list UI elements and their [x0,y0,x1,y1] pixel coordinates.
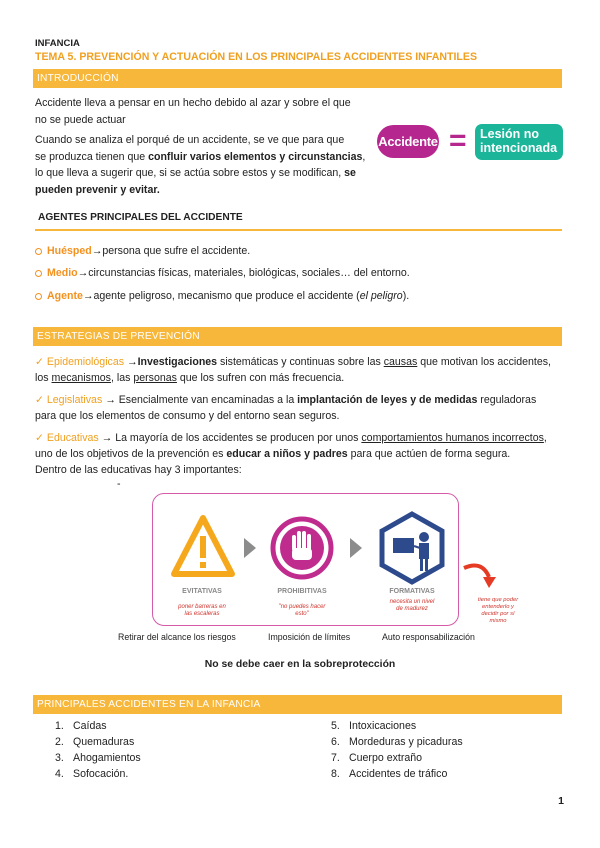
agentes-heading: AGENTES PRINCIPALES DEL ACCIDENTE [35,207,562,231]
logo-lesion-no-intencionada [475,124,563,160]
diagram-caption-2: Imposición de límites [268,632,351,642]
estrategia-legislativas: ✓ Legislativas → Esencialmente van encaminadas a la implantación de leyes y de medidas reguladoras para que los elementos de consumo y del entorno sean seguros. [35,394,537,422]
agente-item-agente: Agente → agente peligroso, mecanismo que produce el accidente ( el peligro ). [35,288,409,304]
section-band-principales: PRINCIPALES ACCIDENTES EN LA INFANCIA [33,695,562,714]
teacher-hexagon-icon [382,514,442,582]
check-icon: ✓ [35,356,44,368]
page-number: 1 [558,795,564,807]
diagram-caption-1: Retirar del alcance los riesgos [118,632,236,642]
diagram-caption-3: Auto responsabilización [382,632,475,642]
diagram-label-prohibitivas: PROHIBITIVAS [277,588,327,595]
check-icon: ✓ [35,394,44,406]
diagram-note-formativas: necesita un nivel de madurez [389,599,435,612]
logo-accidente: Accidente [377,125,439,158]
logo-lesion-line1: Lesión no [480,127,540,141]
accidents-list-right [331,718,463,782]
estrategia-educativas: ✓ Educativas → La mayoría de los accidentes se producen por unos comportamientos humanos incorrectos, uno de los objetivos de la prevención es educar a niños y padres para que actúen de forma segura. Dentro de las educativas hay 3 importantes: [35,432,547,476]
intro-p2-line2: se produzca tienen que confluir varios elementos y circunstancias, [35,150,366,163]
list-item: 8. Accidentes de tráfico [331,768,448,780]
list-item: 6. Mordeduras y picaduras [331,736,463,748]
diagram-note-evitativas: poner barreras en las escaleras [178,604,226,617]
intro-p2-line4: pueden prevenir y evitar. [35,183,160,196]
circle-bullet-icon [35,270,42,277]
list-item: 7. Cuerpo extraño [331,752,423,764]
list-item: 4. Sofocación. [55,768,129,780]
chevron-right-icon [244,538,256,558]
check-icon: ✓ [35,432,44,444]
stop-hand-icon [273,519,331,577]
diagram-side-note: tiene que poder entenderlo y decidir por sí mismo [477,597,519,624]
logo-lesion-line2: intencionada [480,141,558,155]
logo-equals: = [449,124,467,157]
agente-item-huesped: Huésped → persona que sufre el accidente. [35,243,250,259]
section-band-introduccion: INTRODUCCIÓN [33,69,562,88]
intro-p1-line1: Accidente lleva a pensar en un hecho debido al azar y sobre el que [35,97,351,109]
intro-p2-line1: Cuando se analiza el porqué de un accidente, se ve que para que [35,134,345,146]
tema-title: TEMA 5. PREVENCIÓN Y ACTUACIÓN EN LOS PRINCIPALES ACCIDENTES INFANTILES [35,51,478,63]
intro-p1-line2: no se puede actuar [35,113,126,126]
section-band-estrategias: ESTRATEGIAS DE PREVENCIÓN [33,327,562,346]
diagram-label-evitativas: EVITATIVAS [182,588,222,595]
estrategia-epidemiologicas: ✓ Epidemiológicas →Investigaciones sistemáticas y continuas sobre las causas que motivan los accidentes, los mecanismos, las personas que los sufren con más frecuencia. [35,356,551,384]
warning-triangle-icon [174,518,232,574]
circle-bullet-icon [35,248,42,255]
intro-p2-line3: lo que lleva a sugerir que, si se actúa sobre estos y se modifican, se [35,167,356,179]
circle-bullet-icon [35,293,42,300]
list-item: 5. Intoxicaciones [331,720,417,732]
list-item: 1. Caídas [55,720,107,732]
course-title: INFANCIA [35,38,80,49]
intro-text [35,95,370,198]
chevron-right-icon [350,538,362,558]
list-item: 3. Ahogamientos [55,752,141,764]
dash-mark: - [117,478,121,490]
agente-item-medio: Medio → circunstancias físicas, materiales, biológicas, sociales… del entorno. [35,265,410,281]
diagram-label-formativas: FORMATIVAS [389,588,435,595]
diagram-note-prohibitivas: "no puedes hacer esto" [278,604,326,617]
list-item: 2. Quemaduras [55,736,135,748]
curved-arrow-icon [464,565,496,588]
sobreproteccion-warning: No se debe caer en la sobreprotección [204,659,396,670]
accidents-list-left [55,718,141,782]
